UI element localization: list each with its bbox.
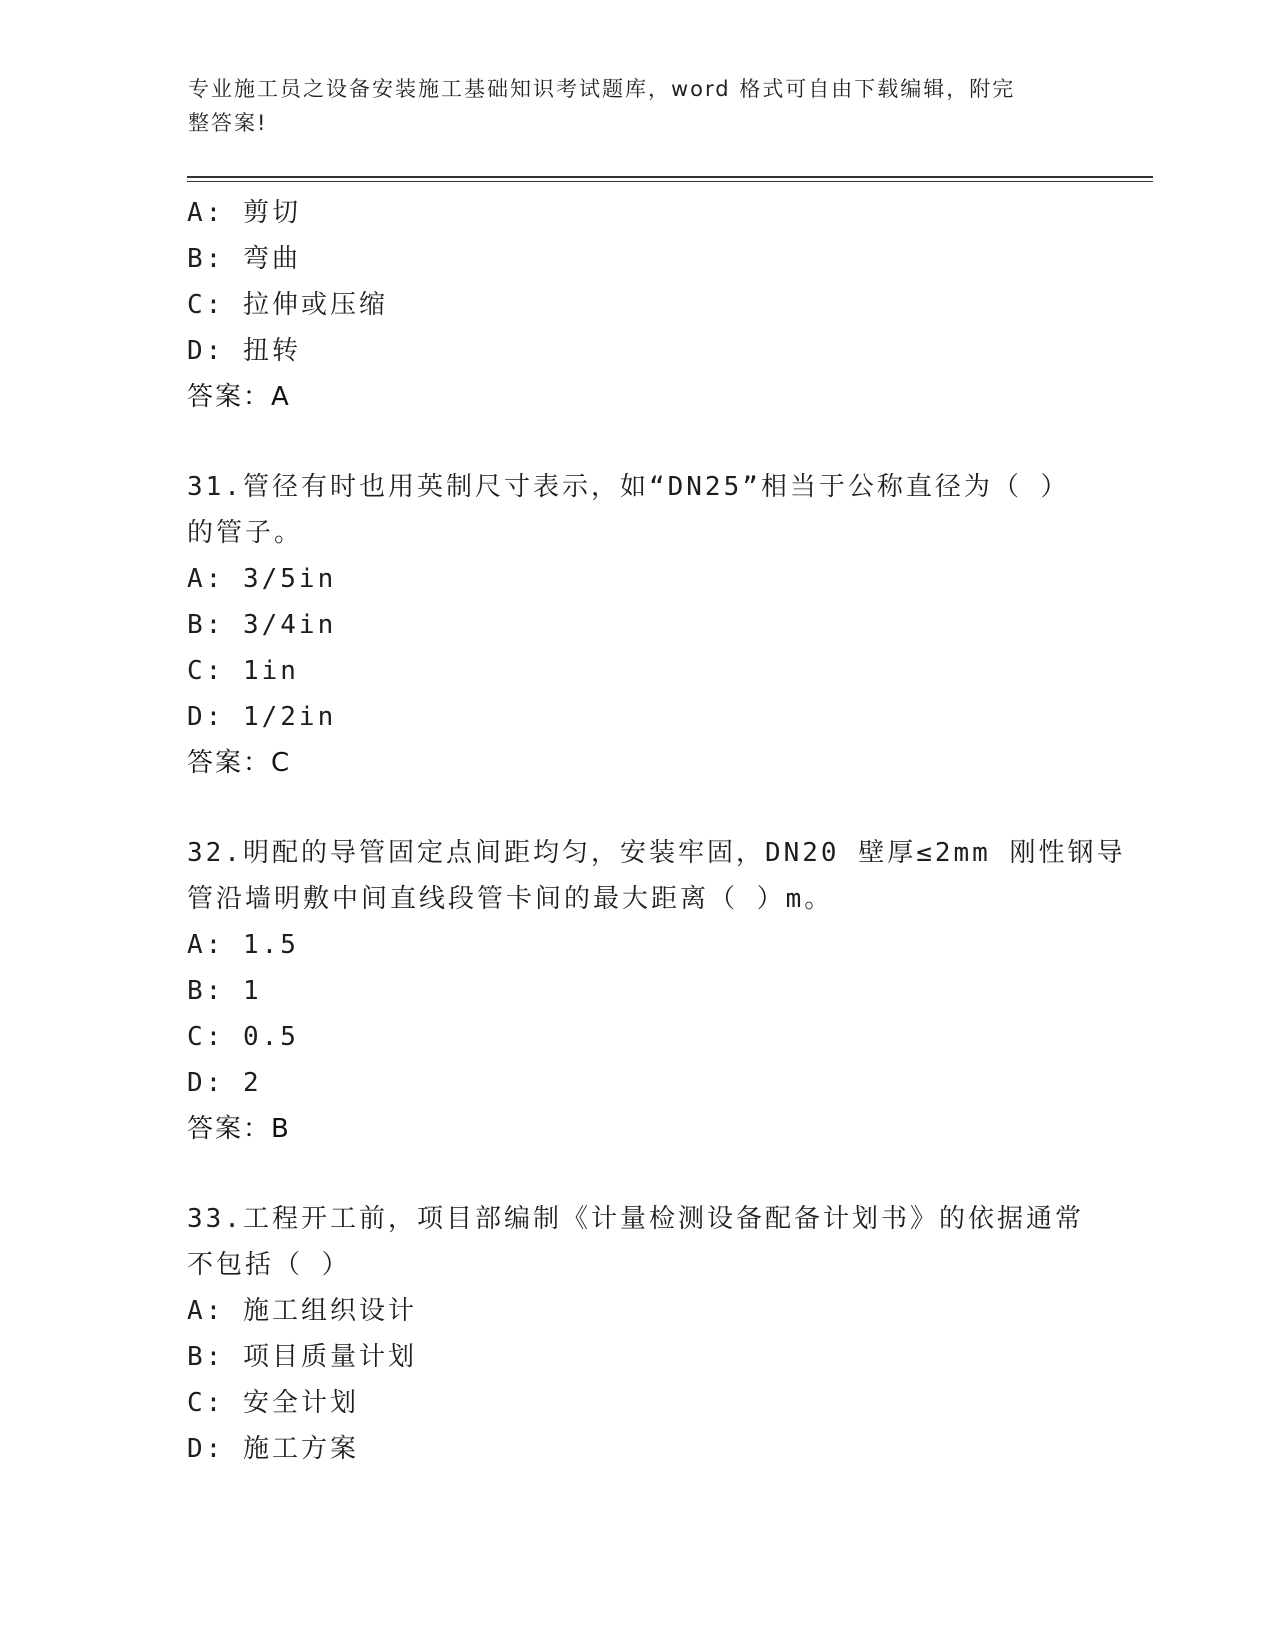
question-30-continuation xyxy=(187,190,1087,420)
option-b: B: 弯曲 xyxy=(187,244,301,274)
answer-line: 答案：C xyxy=(187,748,292,778)
option-a: A: 1.5 xyxy=(187,930,299,960)
document-header xyxy=(188,72,1068,140)
question-32 xyxy=(187,830,1126,1152)
question-text-line: 的管子。 xyxy=(187,518,304,548)
header-title-line-2: 整答案! xyxy=(188,111,268,135)
option-c: C: 1in xyxy=(187,656,299,686)
option-c: C: 0.5 xyxy=(187,1022,299,1052)
option-b: B: 项目质量计划 xyxy=(187,1342,417,1372)
answer-line: 答案：A xyxy=(187,382,291,412)
option-c: C: 安全计划 xyxy=(187,1388,359,1418)
question-text-line: 管沿墙明敷中间直线段管卡间的最大距离（ ）m。 xyxy=(187,884,834,914)
option-d: D: 扭转 xyxy=(187,336,301,366)
spacer xyxy=(187,1152,1087,1196)
option-a: A: 剪切 xyxy=(187,198,301,228)
option-d: D: 2 xyxy=(187,1068,262,1098)
option-a: A: 3/5in xyxy=(187,564,337,594)
option-d: D: 1/2in xyxy=(187,702,337,732)
spacer xyxy=(187,420,1087,464)
header-divider-thick xyxy=(187,176,1153,178)
question-text-line: 31.管径有时也用英制尺寸表示，如“DN25”相当于公称直径为（ ） xyxy=(187,472,1070,502)
question-text-line: 不包括（ ） xyxy=(187,1250,351,1280)
option-b: B: 3/4in xyxy=(187,610,337,640)
option-b: B: 1 xyxy=(187,976,262,1006)
question-text-line: 32.明配的导管固定点间距均匀，安装牢固，DN20 壁厚≤2mm 刚性钢导 xyxy=(187,838,1126,868)
question-31 xyxy=(187,464,1087,786)
question-text-line: 33.工程开工前，项目部编制《计量检测设备配备计划书》的依据通常 xyxy=(187,1204,1084,1234)
question-33 xyxy=(187,1196,1087,1472)
option-d: D: 施工方案 xyxy=(187,1434,359,1464)
spacer xyxy=(187,786,1087,830)
option-c: C: 拉伸或压缩 xyxy=(187,290,388,320)
option-a: A: 施工组织设计 xyxy=(187,1296,417,1326)
document-body xyxy=(187,190,1126,1472)
answer-line: 答案：B xyxy=(187,1114,291,1144)
header-divider-thin xyxy=(187,181,1153,182)
header-title-line-1: 专业施工员之设备安装施工基础知识考试题库，word 格式可自由下载编辑，附完 xyxy=(188,77,1016,101)
